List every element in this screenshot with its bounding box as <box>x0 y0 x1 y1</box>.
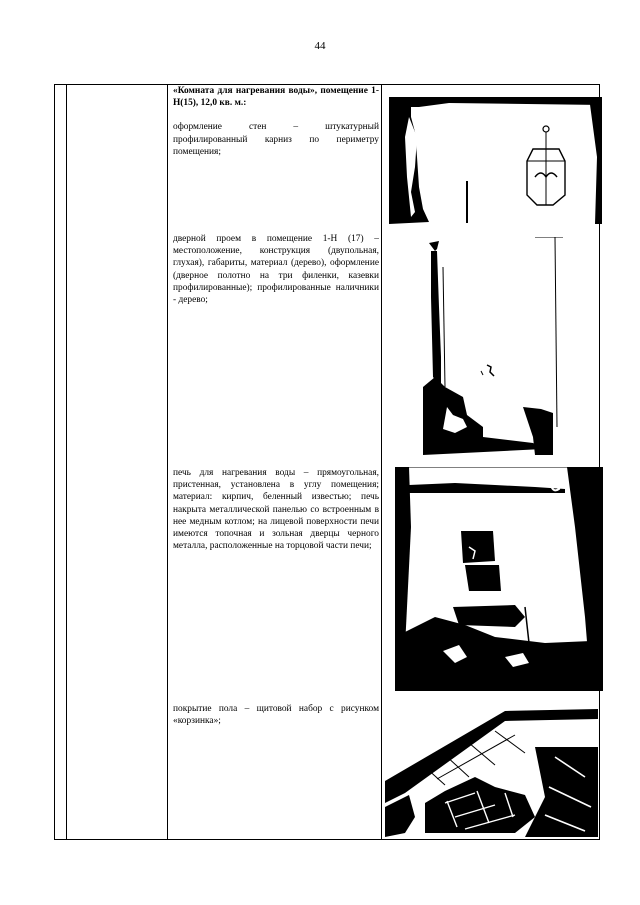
basket-parquet-floor-photo <box>385 707 598 837</box>
wall-cornice-lantern-photo <box>389 97 602 224</box>
door-opening-photo <box>423 237 563 455</box>
column-divider <box>167 85 168 839</box>
entry-text: печь для нагревания воды – прямоугольная, пристенная, установлена в углу помещения; материал: кирпич, беленный известью; печь накрыта металлической панелью со встроенным в нее медным котлом; на лицевой поверхности печи имеются топочная и зольная дверцы черного металла, расположенные на торцовой части печи; <box>173 468 379 552</box>
entry-text: оформление стен – штукатурный профилированный карниз по периметру помещения; <box>173 122 379 157</box>
room-heading: «Комната для нагревания воды», помещение 1-Н(15), 12,0 кв. м.: <box>173 86 379 109</box>
water-heating-stove-photo <box>395 467 603 691</box>
page-number: 44 <box>314 40 326 52</box>
column-divider <box>66 85 67 839</box>
entry-4-description <box>173 703 379 727</box>
entry-text: покрытие пола – щитовой набор с рисунком «корзинка»; <box>173 704 379 727</box>
monument-table <box>54 84 600 840</box>
entry-3-description <box>173 467 379 552</box>
entry-1-description <box>173 85 379 158</box>
entry-2-description <box>173 233 379 306</box>
entry-text: дверной проем в помещение 1-Н (17) – местоположение, конструкция (двупольная, глухая), габариты, материал (дерево), оформление (дверное полотно на три филенки, казевки профилированные); профилированные наличники - дерево; <box>173 234 379 306</box>
column-divider <box>381 85 382 839</box>
